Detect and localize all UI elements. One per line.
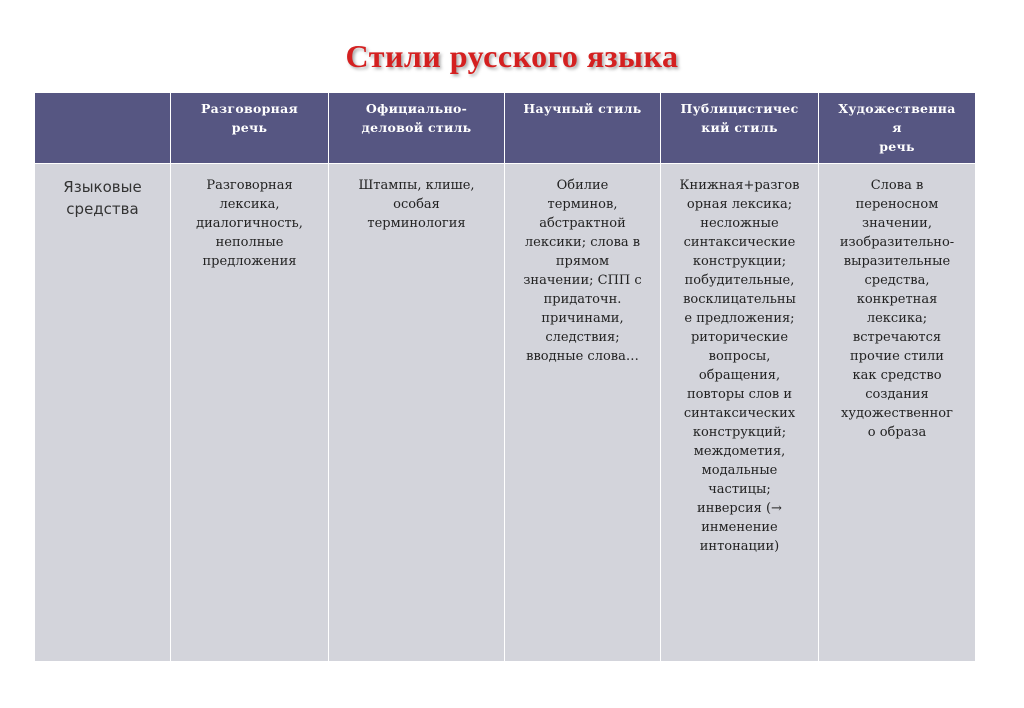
header-cell-journalistic: Публицистичес кий стиль bbox=[661, 93, 819, 164]
header-cell-empty bbox=[35, 93, 171, 164]
table-cell-artistic: Слова в переносном значении, изобразительно- выразительные средства, конкретная лексика; встречаются прочие стили как средство создания художественног о образа bbox=[819, 164, 976, 662]
table-cell-scientific: Обилие терминов, абстрактной лексики; слова в прямом значении; СПП с придаточн. причинами, следствия; вводные слова… bbox=[505, 164, 661, 662]
row-label-language-means: Языковые средства bbox=[35, 164, 171, 662]
page-title: Стили русского языка bbox=[345, 38, 679, 74]
table-cell-official: Штампы, клише, особая терминология bbox=[329, 164, 505, 662]
header-cell-scientific: Научный стиль bbox=[505, 93, 661, 164]
header-cell-conversational: Разговорная речь bbox=[171, 93, 329, 164]
table-header-row bbox=[35, 93, 976, 164]
header-cell-artistic: Художественна я речь bbox=[819, 93, 976, 164]
table-cell-conversational: Разговорная лексика, диалогичность, неполные предложения bbox=[171, 164, 329, 662]
table-cell-journalistic: Книжная+разгов орная лексика; несложные синтаксические конструкции; побудительные, восклицательны е предложения; риторические вопросы, обращения, повторы слов и синтаксических конструкций; междометия, модальные частицы; инверсия (→ инменение интонации) bbox=[661, 164, 819, 662]
header-cell-official: Официально- деловой стиль bbox=[329, 93, 505, 164]
styles-table bbox=[34, 92, 976, 662]
table-row bbox=[35, 164, 976, 662]
